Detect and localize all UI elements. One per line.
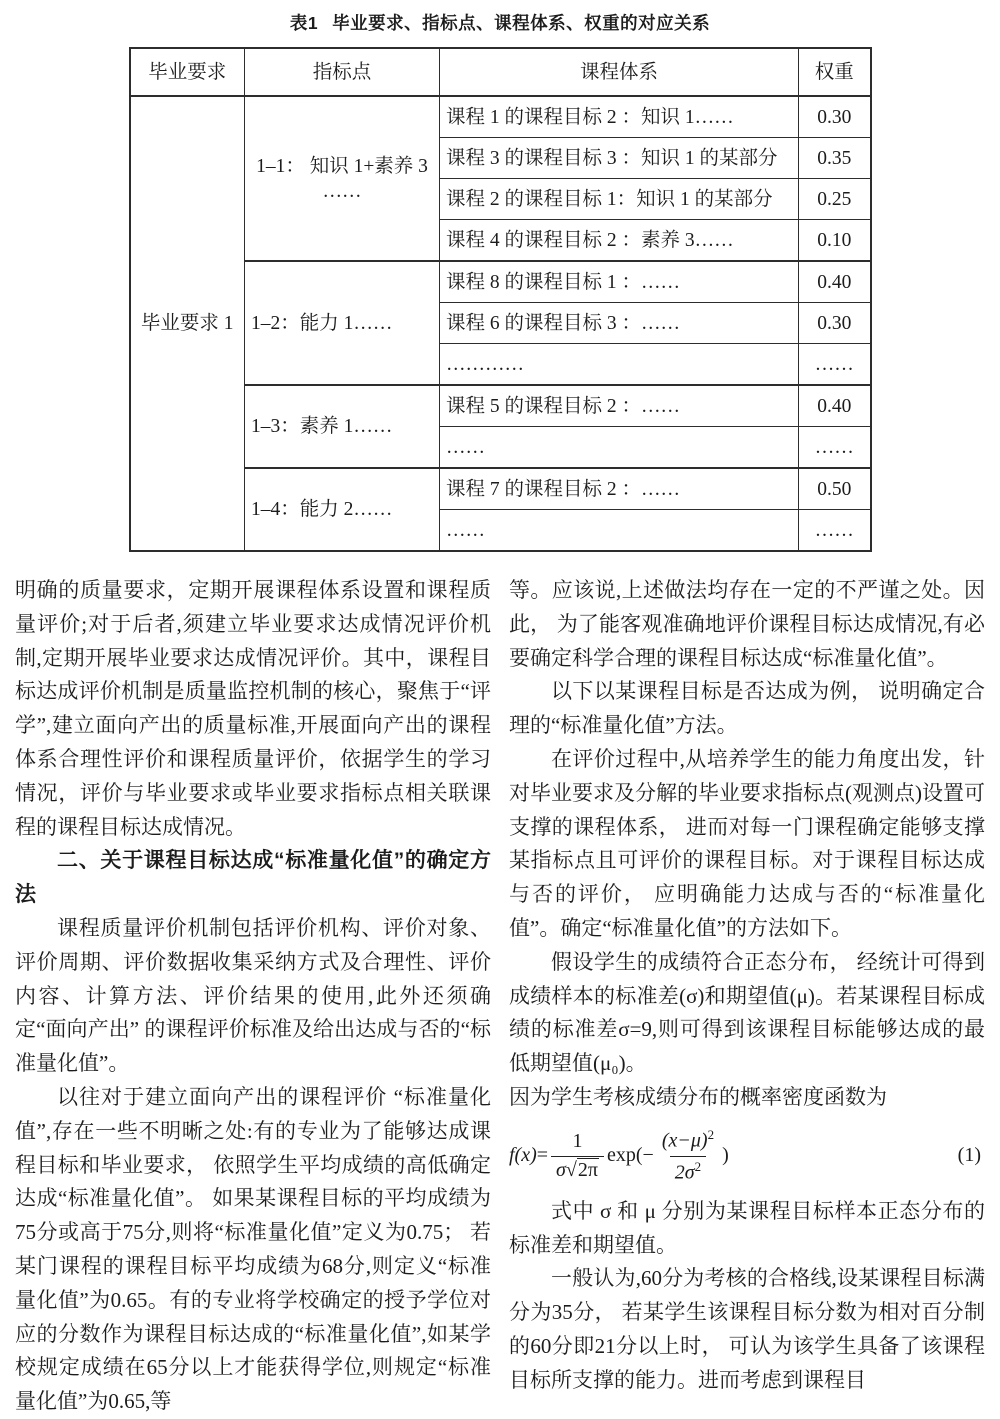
right-column (509, 574, 985, 1419)
weight-cell: …… (799, 427, 871, 469)
formula-equals: = (536, 1144, 549, 1167)
paragraph: 课程质量评价机制包括评价机构、评价对象、评价周期、评价数据收集采纳方式及合理性、评价内容、计算方法、评价结果的使用,此外还须确定“面向产出” 的课程评价标准及给出达成与否的“标准量化值”。 (15, 915, 491, 1076)
course-cell: ………… (440, 344, 799, 386)
formula-exp-open: exp(− (607, 1144, 654, 1167)
weight-cell: …… (799, 510, 871, 552)
weight-cell: 0.40 (799, 261, 871, 303)
paragraph: 一般认为,60分为考核的合格线,设某课程目标满分为35分， 若某学生该课程目标分数为相对百分制的60分即21分以上时， 可认为该学生具备了该课程目标所支撑的能力。进而考虑到课程目 (509, 1266, 985, 1392)
weight-cell: 0.10 (799, 220, 871, 262)
body-text (15, 574, 985, 1419)
paragraph: 等。应该说,上述做法均存在一定的不严谨之处。因此， 为了能客观准确地评价课程目标达成情况,有必要确定科学合理的课程目标达成“标准量化值”。 (509, 578, 985, 670)
equation-number: (1) (957, 1144, 981, 1167)
course-cell: 课程 7 的课程目标 2 ：…… (440, 468, 799, 510)
weight-cell: 0.25 (799, 179, 871, 220)
indicator-1-1-line2: …… (322, 180, 362, 202)
course-cell: …… (440, 427, 799, 469)
table-row (130, 96, 871, 138)
requirements-table (129, 47, 872, 552)
course-cell: 课程 4 的课程目标 2 ：素养 3…… (440, 220, 799, 262)
course-cell: …… (440, 510, 799, 552)
header-weight: 权重 (799, 48, 871, 96)
indicator-cell-1-4: 1–4：能力 2…… (245, 468, 440, 551)
course-cell: 课程 2 的课程目标 1：知识 1 的某部分 (440, 179, 799, 220)
weight-cell: …… (799, 344, 871, 386)
paragraph: 以下以某课程目标是否达成为例， 说明确定合理的“标准量化值”方法。 (509, 679, 985, 738)
formula-close-paren: ) (722, 1144, 729, 1167)
paragraph: 在评价过程中,从培养学生的能力角度出发，针对毕业要求及分解的毕业要求指标点(观测点)设置可支撑的课程体系， 进而对每一门课程确定能够支撑某指标点且可评价的课程目标。对于课程目标达成与否的评价， 应明确能力达成与否的“标准量化值”。确定“标准量化值”的方法如下。 (509, 746, 985, 940)
indicator-cell-1-2: 1–2：能力 1…… (245, 261, 440, 385)
header-course-system: 课程体系 (440, 48, 799, 96)
paragraph: 式中 σ 和 μ 分别为某课程目标样本正态分布的标准差和期望值。 (509, 1198, 985, 1257)
section-heading: 二、关于课程目标达成“标准量化值”的确定方法 (15, 849, 491, 907)
formula-denominator-2 (670, 1156, 706, 1185)
formula-2sigma: 2σ (674, 1161, 695, 1184)
paragraph: 明确的质量要求，定期开展课程体系设置和课程质量评价;对于后者,须建立毕业要求达成情况评价机制,定期开展毕业要求达成情况评价。其中，课程目标达成评价机制是质量监控机制的核心，聚焦于“评学”,建立面向产出的质量标准,开展面向产出的课程体系合理性评价和课程质量评价，依据学生的学习情况，评价与毕业要求或毕业要求指标点相关联课程的课程目标达成情况。 (15, 578, 491, 839)
paragraph: 以往对于建立面向产出的课程评价 “标准量化值”,存在一些不明晰之处:有的专业为了能够达成课程目标和毕业要求， 依照学生平均成绩的高低确定达成“标准量化值”。 如果某课程目标的平均成绩为75分或高于75分,则将“标准量化值”定义为0.75； 若某门课程的课程目标平均成绩为68分,则定义“标准量化值”为0.65。有的专业将学校确定的授予学位对应的分数作为课程目标达成的“标准量化值”,如某学校规定成绩在65分以上才能获得学位,则规定“标准量化值”为0.65,等 (15, 1084, 491, 1414)
radical-body: 2π (577, 1158, 599, 1181)
weight-cell: 0.30 (799, 96, 871, 138)
course-cell: 课程 6 的课程目标 3 ：…… (440, 303, 799, 344)
weight-cell: 0.50 (799, 468, 871, 510)
weight-cell: 0.35 (799, 138, 871, 179)
equation-1 (509, 1120, 985, 1192)
header-requirement: 毕业要求 (130, 48, 245, 96)
indicator-cell-1-3: 1–3：素养 1…… (245, 385, 440, 468)
weight-cell: 0.30 (799, 303, 871, 344)
formula-sup-2: 2 (707, 1127, 715, 1143)
formula-sup-2b: 2 (694, 1158, 702, 1174)
table-caption (15, 10, 985, 35)
formula-denominator-1 (551, 1156, 604, 1182)
table-header-row (130, 48, 871, 96)
indicator-cell-1-1 (245, 96, 440, 261)
radical-sign: √ (565, 1158, 577, 1181)
course-cell: 课程 3 的课程目标 3 ：知识 1 的某部分 (440, 138, 799, 179)
course-cell: 课程 5 的课程目标 2 ：…… (440, 385, 799, 427)
header-indicator: 指标点 (245, 48, 440, 96)
formula-fx: f(x) (509, 1144, 537, 1167)
paragraph: 假设学生的成绩符合正态分布， 经统计可得到成绩样本的标准差(σ)和期望值(μ)。若某课程目标成绩的标准差σ=9,则可得到该课程目标能够达成的最低期望值(μ₀)。 (509, 949, 985, 1076)
requirement-cell: 毕业要求 1 (130, 96, 245, 551)
formula-x-minus-mu: (x−μ) (661, 1129, 708, 1152)
course-cell: 课程 1 的课程目标 2 ：知识 1…… (440, 96, 799, 138)
formula-numerator-2 (657, 1127, 719, 1156)
indicator-1-1-line1: 1–1： 知识 1+素养 3 (256, 155, 428, 177)
paragraph: 因为学生考核成绩分布的概率密度函数为 (509, 1084, 887, 1109)
formula-fraction-1 (551, 1130, 604, 1182)
formula-sigma: σ (556, 1158, 566, 1181)
formula-numerator-1: 1 (572, 1129, 583, 1152)
formula-fraction-2 (657, 1127, 719, 1184)
weight-cell: 0.40 (799, 385, 871, 427)
course-cell: 课程 8 的课程目标 1 ：…… (440, 261, 799, 303)
table-number: 表1 (289, 13, 319, 33)
table-title-text: 毕业要求、指标点、课程体系、权重的对应关系 (332, 13, 711, 33)
left-column (15, 574, 491, 1419)
